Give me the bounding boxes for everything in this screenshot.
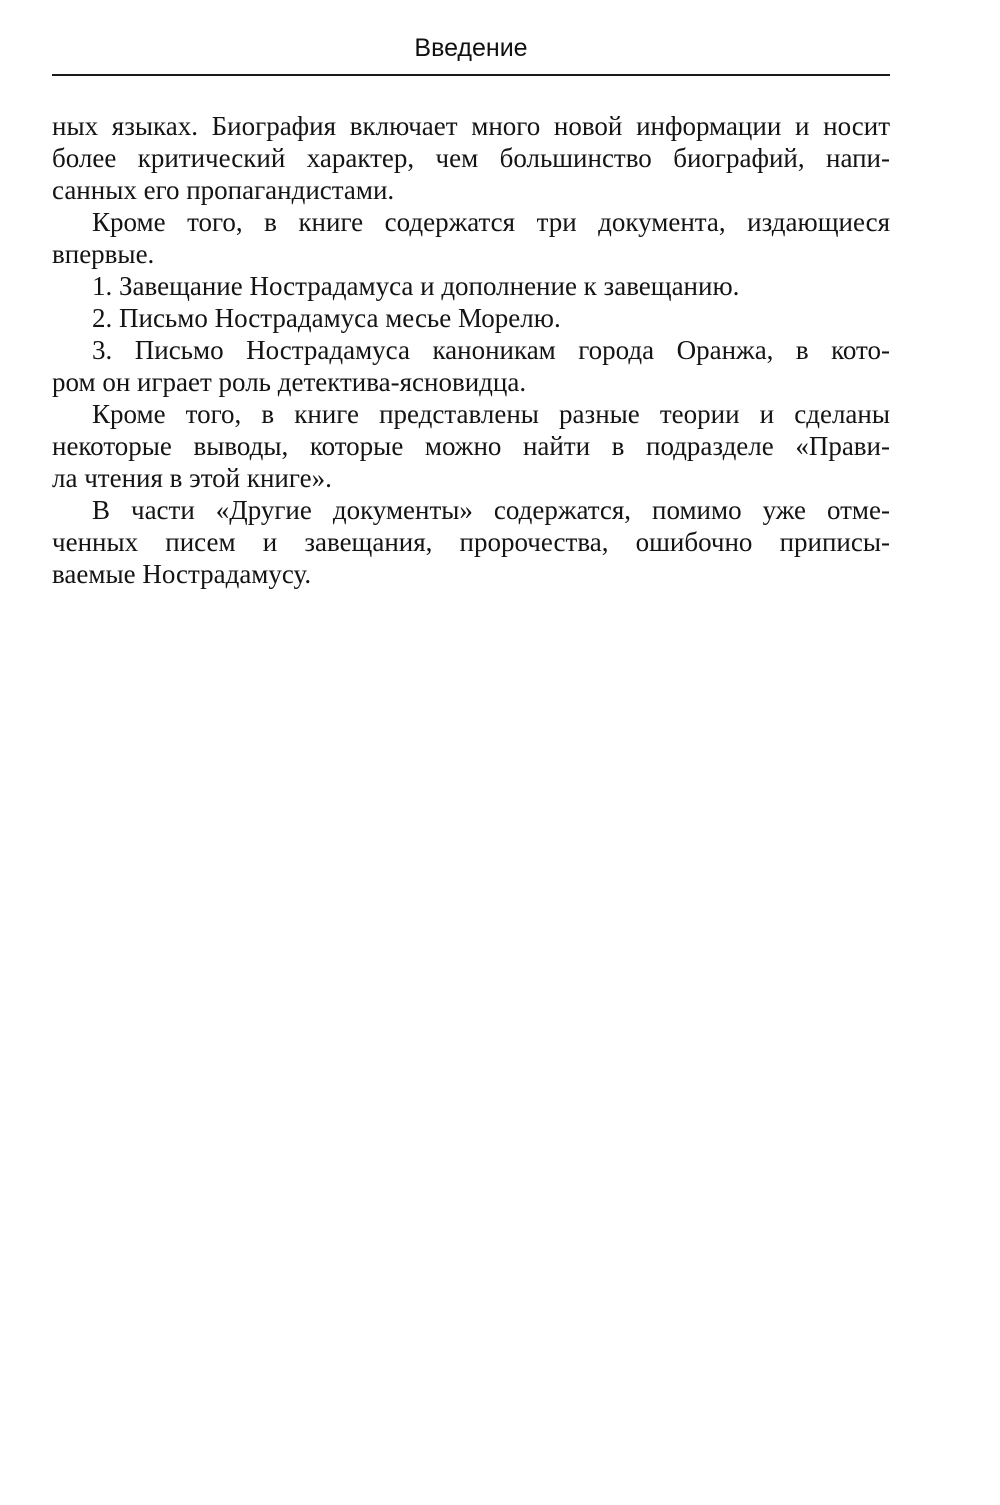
text-line: 3. Письмо Нострадамуса каноникам города Оранжа, в кото-: [92, 335, 890, 365]
text-line: 1. Завещание Нострадамуса и дополнение к завещанию.: [92, 271, 740, 301]
text-line: более критический характер, чем большинство биографий, напи-: [52, 143, 890, 173]
paragraph-2: [52, 206, 890, 270]
text-line: ром он играет роль детектива-ясновидца.: [52, 367, 527, 397]
text-line: ных языках. Биография включает много новой информации и носит: [52, 111, 890, 141]
text-line: ченных писем и завещания, пророчества, ошибочно приписы-: [52, 527, 890, 557]
text-line: Кроме того, в книге содержатся три документа, издающиеся: [92, 207, 890, 237]
text-line: 2. Письмо Нострадамуса месье Морелю.: [92, 303, 561, 333]
paragraph-4: [52, 494, 890, 590]
running-head-title: Введение: [414, 34, 528, 62]
paragraph-1: [52, 110, 890, 206]
paragraph-3: [52, 398, 890, 494]
text-line: В части «Другие документы» содержатся, помимо уже отме-: [92, 495, 890, 525]
text-line: ла чтения в этой книге».: [52, 463, 332, 493]
text-line: ваемые Нострадамусу.: [52, 559, 312, 589]
body-text: [52, 110, 890, 590]
header-rule: [52, 74, 890, 76]
text-line: Кроме того, в книге представлены разные теории и сделаны: [92, 399, 890, 429]
list-item-2: [52, 302, 890, 334]
list-item-3: [52, 334, 890, 398]
list-item-1: [52, 270, 890, 302]
text-line: санных его пропагандистами.: [52, 175, 395, 205]
text-line: некоторые выводы, которые можно найти в подразделе «Прави-: [52, 431, 890, 461]
text-line: впервые.: [52, 239, 155, 269]
